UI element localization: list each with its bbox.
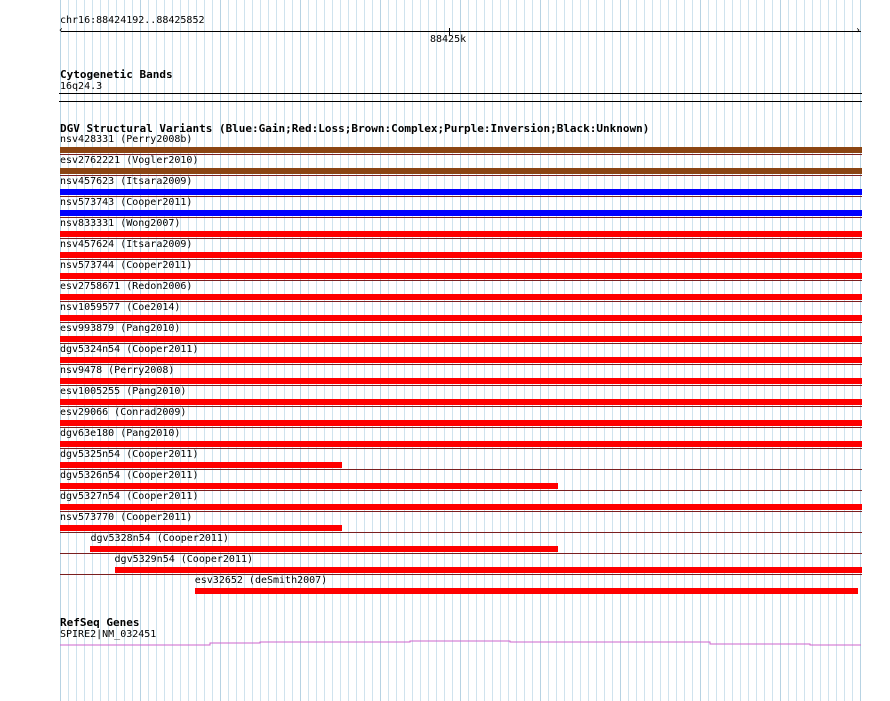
- dgv-variant-label[interactable]: nsv573770 (Cooper2011): [60, 512, 193, 523]
- gene-model-line[interactable]: [60, 641, 861, 645]
- dgv-variant-label[interactable]: dgv5329n54 (Cooper2011): [114, 554, 254, 565]
- cytoband-track-title[interactable]: Cytogenetic Bands: [60, 68, 173, 81]
- dgv-variant-label[interactable]: esv1005255 (Pang2010): [60, 386, 187, 397]
- dgv-variant-label[interactable]: nsv457624 (Itsara2009): [60, 239, 193, 250]
- dgv-variant-label[interactable]: nsv9478 (Perry2008): [60, 365, 175, 376]
- cytoband-label: 16q24.3: [60, 81, 103, 92]
- dgv-variant-label[interactable]: dgv5327n54 (Cooper2011): [60, 491, 199, 502]
- dgv-variant-label[interactable]: nsv573743 (Cooper2011): [60, 197, 193, 208]
- dgv-variant-label[interactable]: nsv833331 (Wong2007): [60, 218, 181, 229]
- dgv-variant-label[interactable]: nsv573744 (Cooper2011): [60, 260, 193, 271]
- dgv-variant-label[interactable]: esv32652 (deSmith2007): [194, 575, 328, 586]
- dgv-variant-label[interactable]: dgv63e180 (Pang2010): [60, 428, 181, 439]
- dgv-variant-label[interactable]: dgv5325n54 (Cooper2011): [60, 449, 199, 460]
- dgv-variant-label[interactable]: dgv5328n54 (Cooper2011): [90, 533, 229, 544]
- dgv-variant-label[interactable]: dgv5324n54 (Cooper2011): [60, 344, 199, 355]
- dgv-variant-label[interactable]: nsv1059577 (Coe2014): [60, 302, 181, 313]
- dgv-variant-label[interactable]: esv2762221 (Vogler2010): [60, 155, 199, 166]
- refseq-track-title[interactable]: RefSeq Genes: [60, 616, 140, 629]
- ruler-right-arrow-icon: ›: [855, 25, 862, 36]
- ruler-left-arrow-icon: ‹: [58, 25, 65, 36]
- dgv-variant-label[interactable]: nsv428331 (Perry2008b): [60, 134, 193, 145]
- dgv-variant-label[interactable]: esv993879 (Pang2010): [60, 323, 181, 334]
- refseq-gene-label[interactable]: SPIRE2|NM_032451: [60, 629, 157, 640]
- dgv-variant-label[interactable]: esv2758671 (Redon2006): [60, 281, 193, 292]
- ruler-range-label: chr16:88424192..88425852: [60, 15, 205, 26]
- dgv-variant-label[interactable]: dgv5326n54 (Cooper2011): [60, 470, 199, 481]
- dgv-variant-label[interactable]: esv29066 (Conrad2009): [60, 407, 187, 418]
- dgv-track-title[interactable]: DGV Structural Variants (Blue:Gain;Red:Loss;Brown:Complex;Purple:Inversion;Black:Unknown): [60, 122, 650, 135]
- ruler-center-tick-label: 88425k: [430, 34, 467, 45]
- dgv-variant-label[interactable]: nsv457623 (Itsara2009): [60, 176, 193, 187]
